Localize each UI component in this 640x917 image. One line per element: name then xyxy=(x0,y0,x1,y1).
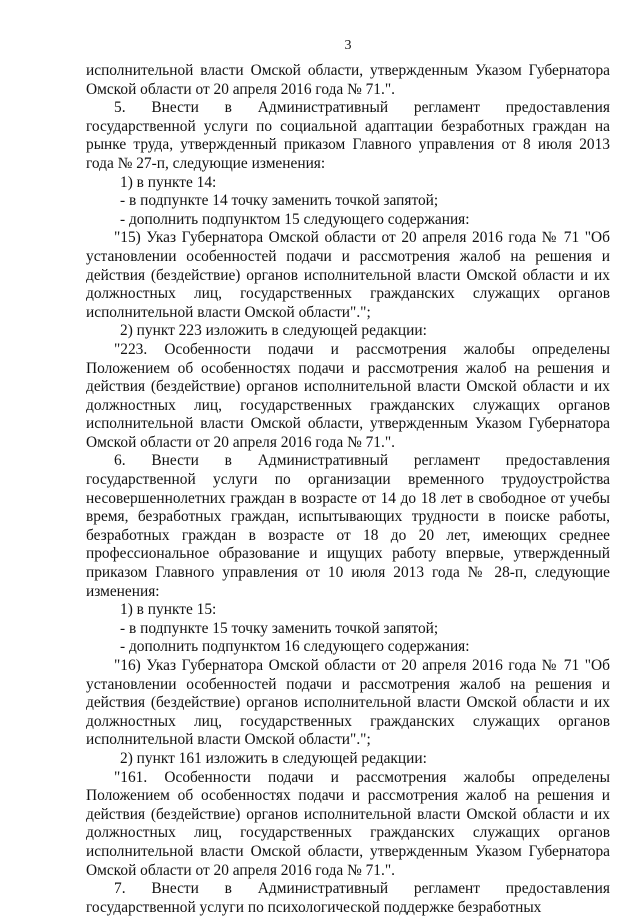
paragraph: 7. Внести в Административный регламент предоставления государственной услуги по психологической поддержке безработных xyxy=(86,880,610,916)
paragraph: исполнительной власти Омской области, утвержденным Указом Губернатора Омской области от 20 апреля 2016 года № 71.". xyxy=(86,62,610,98)
paragraph: "15) Указ Губернатора Омской области от 20 апреля 2016 года № 71 "Об установлении особенностей подачи и рассмотрения жалоб на решения и действия (бездействие) органов исполнительной власти Омской области и их должностных лиц, государственных гражданских служащих органов исполнительной власти Омской области"."; xyxy=(86,229,610,321)
paragraph: - в подпункте 15 точку заменить точкой запятой; xyxy=(120,619,439,637)
paragraph: - в подпункте 14 точку заменить точкой запятой; xyxy=(120,192,439,210)
paragraph: 1) в пункте 14: xyxy=(120,173,217,191)
paragraph: 6. Внести в Административный регламент предоставления государственной услуги по организации временного трудоустройства несовершеннолетних граждан в возрасте от 14 до 18 лет в свободное от учебы время, безработных граждан, испытывающих трудности в поиске работы, безработных граждан в возрасте от 18 до 20 лет, имеющих среднее профессиональное образование и ищущих работу впервые, утвержденный приказом Главного управления от 10 июля 2013 года № 28-п, следующие изменения: xyxy=(86,452,610,600)
paragraph: - дополнить подпунктом 16 следующего содержания: xyxy=(120,638,470,656)
page-number: 3 xyxy=(344,38,352,53)
paragraph: 5. Внести в Административный регламент предоставления государственной услуги по социальной адаптации безработных граждан на рынке труда, утвержденный приказом Главного управления от 8 июля 2013 года № 27-п, следующие изменения: xyxy=(86,99,610,172)
paragraph: 2) пункт 161 изложить в следующей редакции: xyxy=(120,749,427,767)
paragraph: 1) в пункте 15: xyxy=(120,601,217,619)
paragraph: "223. Особенности подачи и рассмотрения жалобы определены Положением об особенностях подачи и рассмотрения жалоб на решения и действия (бездействие) органов исполнительной власти Омской области и их должностных лиц, государственных гражданских служащих органов исполнительной власти Омской области, утвержденным Указом Губернатора Омской области от 20 апреля 2016 года № 71.". xyxy=(86,340,610,451)
paragraph: "161. Особенности подачи и рассмотрения жалобы определены Положением об особенностях подачи и рассмотрения жалоб на решения и действия (бездействие) органов исполнительной власти Омской области и их должностных лиц, государственных гражданских служащих органов исполнительной власти Омской области, утвержденным Указом Губернатора Омской области от 20 апреля 2016 года № 71.". xyxy=(86,768,610,879)
paragraph: - дополнить подпунктом 15 следующего содержания: xyxy=(120,210,470,228)
paragraph: 2) пункт 223 изложить в следующей редакции: xyxy=(120,322,427,340)
paragraph: "16) Указ Губернатора Омской области от 20 апреля 2016 года № 71 "Об установлении особенностей подачи и рассмотрения жалоб на решения и действия (бездействие) органов исполнительной власти Омской области и их должностных лиц, государственных гражданских служащих органов исполнительной власти Омской области"."; xyxy=(86,657,610,749)
